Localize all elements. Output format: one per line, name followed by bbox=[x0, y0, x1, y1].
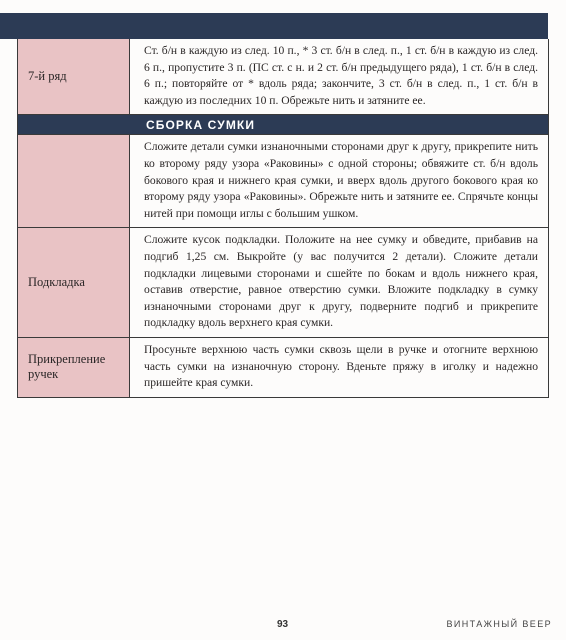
top-header-bar bbox=[0, 13, 548, 39]
running-title: ВИНТАЖНЫЙ ВЕЕР bbox=[446, 619, 552, 629]
page-number: 93 bbox=[277, 619, 289, 630]
row-label bbox=[18, 135, 130, 227]
row-text: Просуньте верхнюю часть сумки сквозь щели в ручке и отогните верхнюю часть сумки на изнаночную сторону. Вденьте пряжу в иголку и надежно пришейте края сумки. bbox=[144, 342, 538, 390]
row-label: Прикрепление ручек bbox=[18, 338, 130, 397]
instructions-table bbox=[17, 39, 549, 398]
row-text: Сложите детали сумки изнаночными сторонами друг к другу, прикрепите нить ко второму ряду узора «Раковины» с одной стороны; обвяжите ст. б/н вдоль бокового края и нижнего края сумки, и вверх вдоль другого бокового края ко второму ряду узора «Раковины». Обрежьте нить и затяните ее. Спрячьте концы нитей при помощи иглы с большим ушком. bbox=[144, 140, 538, 220]
row-label: 7-й ряд bbox=[18, 39, 130, 114]
table-row bbox=[18, 39, 548, 114]
row-text: Ст. б/н в каждую из след. 10 п., * 3 ст. б/н в след. п., 1 ст. б/н в каждую из след. 6 п., пропустите 3 п. (ПС ст. с н. и 2 ст. б/н предыдущего ряда), 1 ст. б/н в след. 6 п.; повторяйте от * вдоль ряда; закончите, 3 ст. б/н в след. п., 1 ст. б/н в каждую из последних 10 п. Обрежьте нить и затяните ее. bbox=[144, 44, 538, 107]
table-row bbox=[18, 337, 548, 397]
table-row bbox=[18, 227, 548, 337]
row-label: Подкладка bbox=[18, 228, 130, 337]
section-header: СБОРКА СУМКИ bbox=[18, 114, 548, 134]
row-text: Сложите кусок подкладки. Положите на нее сумку и обведите, прибавив на подгиб 1,25 см. Выкройте (у вас получится 2 детали). Сложите детали подкладки лицевыми сторонами и сшейте по бокам и вдоль нижнего края, оставив отверстие, равное отверстию сумки. Вложите подкладку в сумку изнаночными сторонами друг к другу, подверните подгиб и прикрепите подкладку вдоль верхнего края сумки. bbox=[144, 233, 538, 330]
table-row bbox=[18, 134, 548, 227]
